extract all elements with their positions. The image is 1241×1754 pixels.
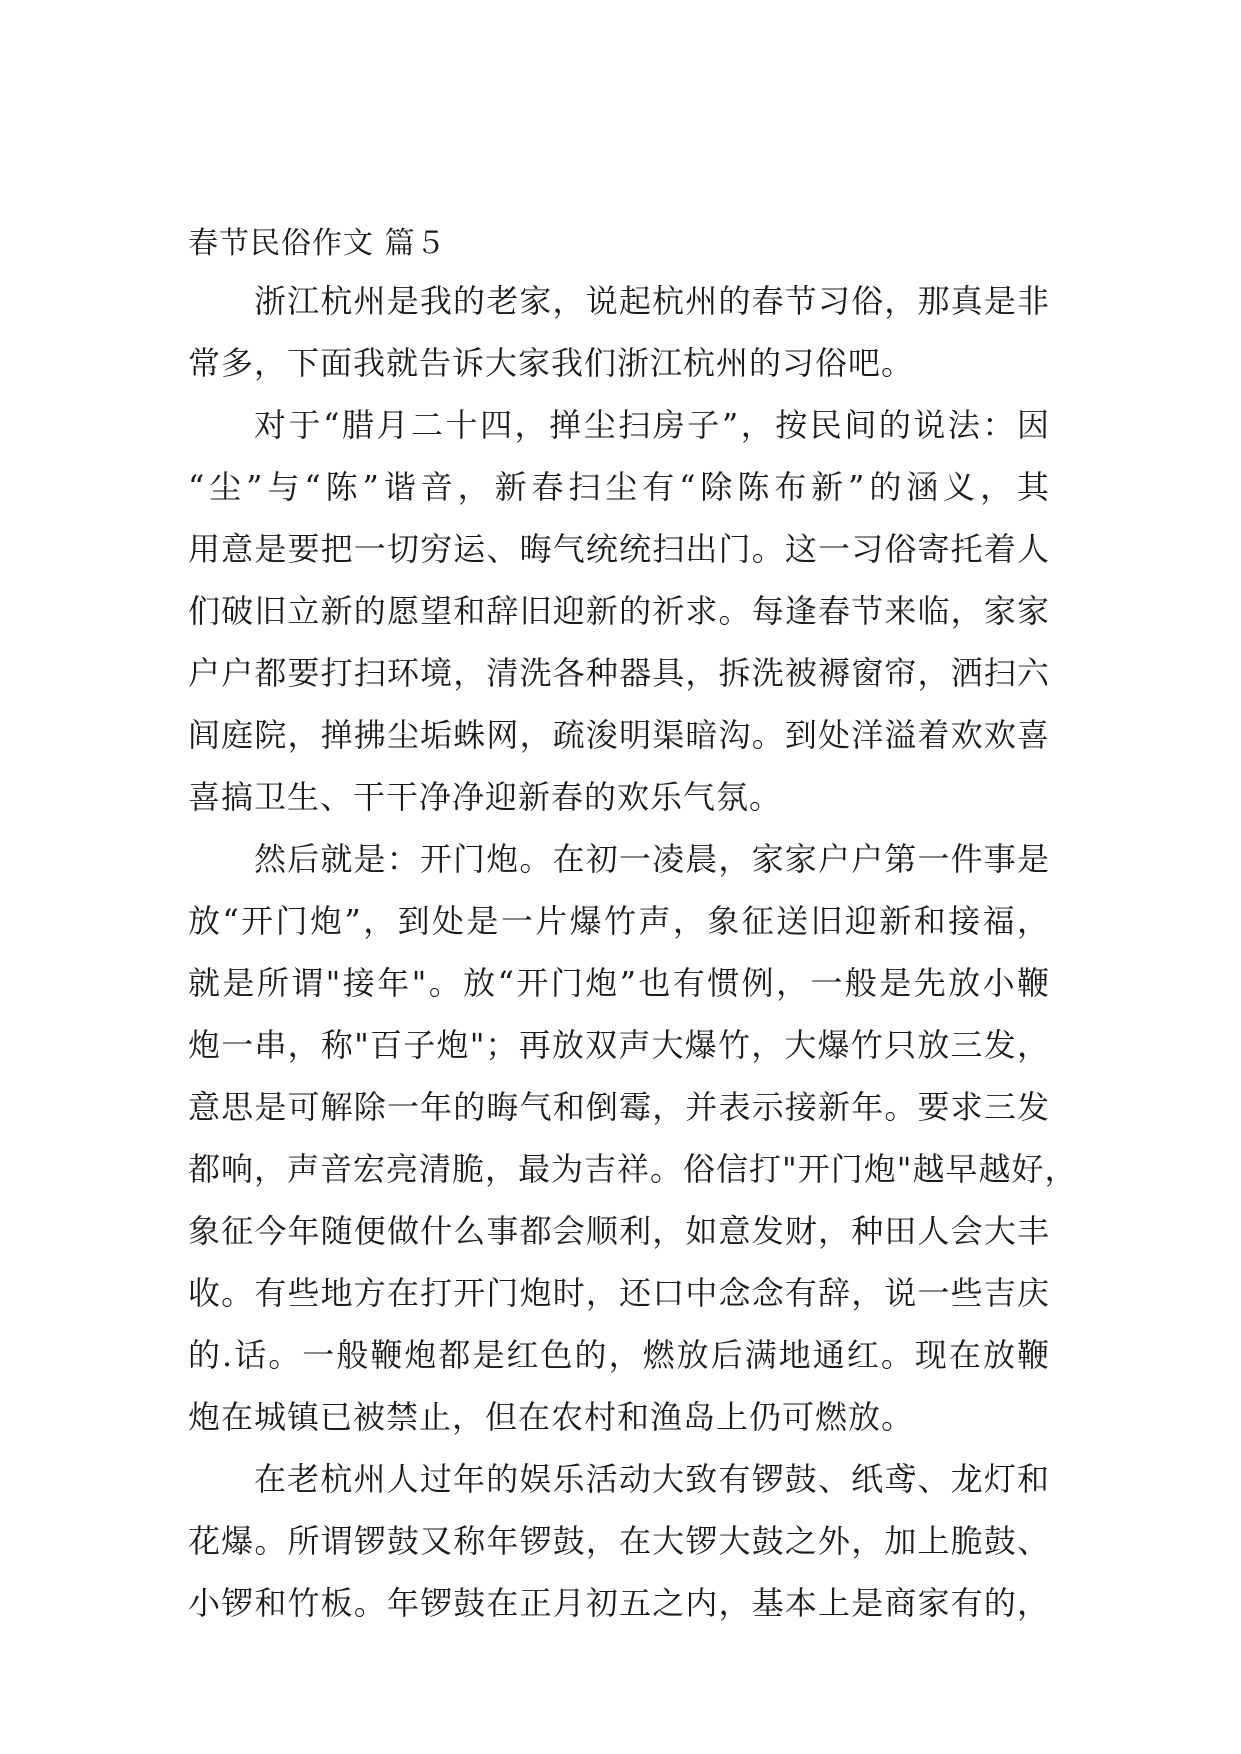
text-line: 收。有些地方在打开门炮时，还口中念念有辞，说一些吉庆 xyxy=(188,1274,1050,1312)
text-line: “尘”与“陈”谐音，新春扫尘有“除陈布新”的涵义，其 xyxy=(188,468,1050,506)
text-line: 都响，声音宏亮清脆，最为吉祥。俗信打"开门炮"越早越好， xyxy=(188,1150,1078,1188)
text-line: 就是所谓"接年"。放“开门炮”也有惯例，一般是先放小鞭 xyxy=(188,964,1050,1002)
text-line: 喜搞卫生、干干净净迎新春的欢乐气氛。 xyxy=(188,778,783,816)
text-line: 户户都要打扫环境，清洗各种器具，拆洗被褥窗帘，洒扫六 xyxy=(188,654,1050,692)
text-line: 用意是要把一切穷运、晦气统统扫出门。这一习俗寄托着人 xyxy=(188,530,1050,568)
text-line: 炮在城镇已被禁止，但在农村和渔岛上仍可燃放。 xyxy=(188,1398,915,1436)
document-title: 春节民俗作文 篇５ xyxy=(188,226,447,261)
text-line: 小锣和竹板。年锣鼓在正月初五之内，基本上是商家有的， xyxy=(188,1584,1050,1622)
text-line: 对于“腊月二十四，掸尘扫房子”，按民间的说法：因 xyxy=(254,406,1050,444)
paragraph xyxy=(188,394,1050,828)
text-line: 放“开门炮”，到处是一片爆竹声，象征送旧迎新和接福， xyxy=(188,902,1050,940)
text-line: 的.话。一般鞭炮都是红色的，燃放后满地通红。现在放鞭 xyxy=(188,1336,1050,1374)
text-line: 意思是可解除一年的晦气和倒霉，并表示接新年。要求三发 xyxy=(188,1088,1050,1126)
text-line: 炮一串，称"百子炮"；再放双声大爆竹，大爆竹只放三发， xyxy=(188,1026,1050,1064)
document-page xyxy=(188,222,1078,1634)
text-line: 们破旧立新的愿望和辞旧迎新的祈求。每逢春节来临，家家 xyxy=(188,592,1050,630)
text-line: 花爆。所谓锣鼓又称年锣鼓，在大锣大鼓之外，加上脆鼓、 xyxy=(188,1522,1050,1560)
text-line: 象征今年随便做什么事都会顺利，如意发财，种田人会大丰 xyxy=(188,1212,1050,1250)
paragraph xyxy=(188,828,1078,1448)
text-line: 然后就是：开门炮。在初一凌晨，家家户户第一件事是 xyxy=(254,840,1050,878)
paragraph xyxy=(188,270,1050,394)
paragraph xyxy=(188,1448,1050,1634)
text-line: 浙江杭州是我的老家，说起杭州的春节习俗，那真是非 xyxy=(254,282,1050,320)
text-line: 闾庭院，掸拂尘垢蛛网，疏浚明渠暗沟。到处洋溢着欢欢喜 xyxy=(188,716,1050,754)
text-line: 在老杭州人过年的娱乐活动大致有锣鼓、纸鸢、龙灯和 xyxy=(254,1460,1050,1498)
text-line: 常多，下面我就告诉大家我们浙江杭州的习俗吧。 xyxy=(188,344,915,382)
